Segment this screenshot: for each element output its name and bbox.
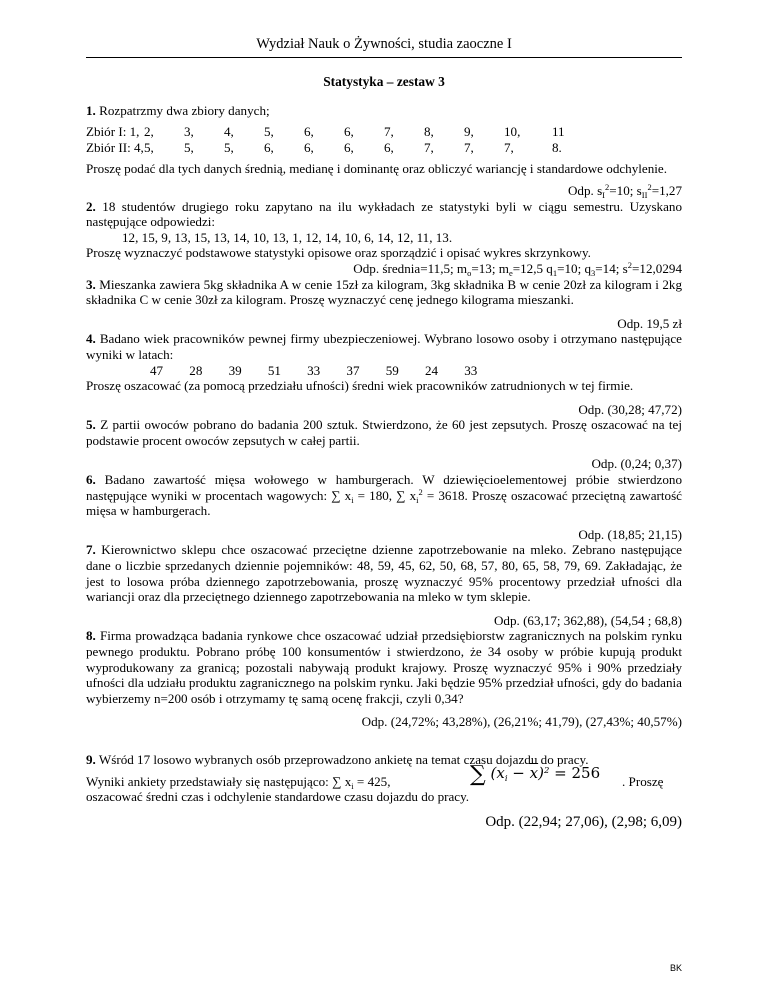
set-2-row [86, 140, 592, 156]
set-2-value: 7, [424, 139, 434, 155]
footer-initials: BK [669, 963, 682, 973]
task-6-answer: Odp. (18,85; 21,15) [578, 526, 682, 542]
document-title: Statystyka – zestaw 3 [323, 74, 445, 89]
task-5-text: 5. Z partii owoców pobrano do badania 200 sztuk. Stwierdzono, że 60 jest zepsutych. Proszę oszacować na tej podstawie procent owoców zepsutych w całej partii. [86, 417, 683, 448]
page-header: Wydział Nauk o Żywności, studia zaoczne I [256, 36, 512, 52]
task-2-data: 12, 15, 9, 13, 15, 13, 14, 10, 13, 1, 12, 14, 10, 6, 14, 12, 11, 13. [122, 229, 453, 245]
task-1-intro: 1. Rozpatrzmy dwa zbiory danych; [86, 102, 270, 118]
set-2-value: 6, [264, 139, 274, 155]
set-1-value: 5, [264, 124, 274, 140]
set-1-value: 3, [184, 124, 194, 140]
set-1-value: 11 [552, 124, 565, 140]
set-1-value: 2, [144, 124, 154, 140]
task-9-line-2: Wyniki ankiety przedstawiały się następująco: ∑ $x_i = 425$, ∑ $(x_i - \overline{x})^2 = 256$ . Proszę [86, 761, 664, 791]
set-2-value: 5, [144, 139, 154, 155]
task-6-text: 6. Badano zawartość mięsa wołowego w hamburgerach. W dziewięcioelementowej próbie stwierdzono następujące wyniki w procentach wagowych: ∑ $x_i = 180$, ∑ $x_i^2 = 3618$. Proszę oszacować przeciętną zawartość mięsa w hamburgerach. [86, 472, 682, 519]
set-2-value: 7, [464, 139, 474, 155]
task-4-text-2: Proszę oszacować (za pomocą przedziału ufności) średni wiek pracowników zatrudnionych w tej firmie. [86, 378, 634, 394]
task-1-text: Proszę podać dla tych danych średnią, medianę i dominantę oraz obliczyć wariancję i standardowe odchylenie. [86, 161, 667, 177]
task-9-line-1: 9. Wśród 17 losowo wybranych osób przeprowadzono ankietę na temat czasu dojazdu do pracy. [86, 751, 589, 767]
set-1-value: 4, [224, 124, 234, 140]
set-2-value: 8. [552, 139, 562, 155]
set-1-value: 6, [304, 124, 314, 140]
task-3-text: 3. Mieszanka zawiera 5kg składnika A w cenie 15zł za kilogram, 3kg składnika B w cenie 20zł za kilogram i 2kg składnika C w cenie 30zł za kilogram. Proszę wyznaczyć cenę jednego kilograma mieszanki. [86, 276, 682, 308]
set-1-value: 8, [424, 124, 434, 140]
task-9-answer: Odp. (22,94; 27,06), (2,98; 6,09) [485, 813, 682, 830]
set-1-value: 9, [464, 124, 474, 140]
task-4-answer: Odp. (30,28; 47,72) [578, 401, 682, 417]
task-2-text-2: Proszę wyznaczyć podstawowe statystyki opisowe oraz sporządzić i opisać wykres skrzynkowy. [86, 245, 591, 261]
task-7-answer: Odp. (63,17; 362,88), (54,54 ; 68,8) [493, 612, 682, 628]
task-2-text: 2. 18 studentów drugiego roku zapytano na ilu wykładach ze statystyki byli w ciągu semestru. Uzyskano następujące odpowiedzi: [86, 198, 682, 230]
set-2-value: 6, [344, 139, 354, 155]
task-8-text: 8. Firma prowadząca badania rynkowe chce oszacować udział przedsiębiorstw zagranicznych na polskim rynku pewnego produktu. Pobrano próbę 100 konsumentów i stwierdzono, że 34 osoby w próbie kupują produkt wyprodukowany za granicą; pozostali nabywają produkt krajowy. Proszę wyznaczyć 95% i 90% przedziały ufności dla udziału produktu zagranicznego na polskim rynku. Jaki będzie 95% przedział ufności, gdy do badania wybierzemy n=200 osób i otrzymamy tę samą ocenę frakcji, czyli 0,34? [86, 628, 682, 706]
set-2-value: 5, [224, 139, 234, 155]
set-2-value: 6, [304, 139, 314, 155]
set-1-row [86, 124, 592, 140]
task-4-data: 47 28 39 51 33 37 59 24 33 [150, 362, 478, 378]
set-1-label: Zbiór I: 1, [86, 124, 140, 140]
sum-of-squares-formula: ∑ $(x_i - \overline{x})^2 = 256$ [470, 761, 601, 787]
task-4-text: 4. Badano wiek pracowników pewnej firmy ubezpieczeniowej. Wybrano losowo osoby i otrzymano następujące wyniki w latach: [86, 331, 682, 362]
task-9-line-3: oszacować średni czas i odchylenie standardowe czasu dojazdu do pracy. [86, 789, 470, 805]
task-5-answer: Odp. (0,24; 0,37) [591, 456, 682, 472]
task-2-answer: Odp. średnia=11,5; $m_o=13$; $m_e=12,5$ $q_1=10$; $q_3=14$; $s^2=12,0294$ [353, 259, 682, 278]
task-3-answer: Odp. 19,5 zł [617, 315, 682, 331]
set-2-label: Zbiór II: 4, [86, 139, 144, 155]
set-2-value: 5, [184, 139, 194, 155]
set-2-value: 7, [504, 139, 514, 155]
task-1-answer: Odp. $s_I^2=10$; $s_{II}^2=1,27$ [567, 181, 682, 200]
set-2-value: 6, [384, 139, 394, 155]
set-1-value: 6, [344, 124, 354, 140]
set-1-value: 7, [384, 124, 394, 140]
task-7-text: 7. Kierownictwo sklepu chce oszacować przeciętne dzienne zapotrzebowanie na mleko. Zebrano następujące dane o liczbie sprzedanych dziennie pojemników: 48, 59, 45, 62, 50, 68, 57, 80, 65, 58, 79, 69. Zakładając, że jest to losowa próba dziennego zapotrzebowania, proszę wyznaczyć 95% procentowy przedział ufności dla wariancji oraz dla przeciętnego dziennego zapotrzebowania na mleko w tym sklepie. [86, 542, 682, 605]
document-body [86, 74, 682, 830]
header-rule [86, 57, 682, 58]
set-1-value: 10, [504, 124, 521, 140]
task-1-data-table [86, 124, 592, 155]
task-8-answer: Odp. (24,72%; 43,28%), (26,21%; 41,79), (27,43%; 40,57%) [361, 714, 682, 730]
